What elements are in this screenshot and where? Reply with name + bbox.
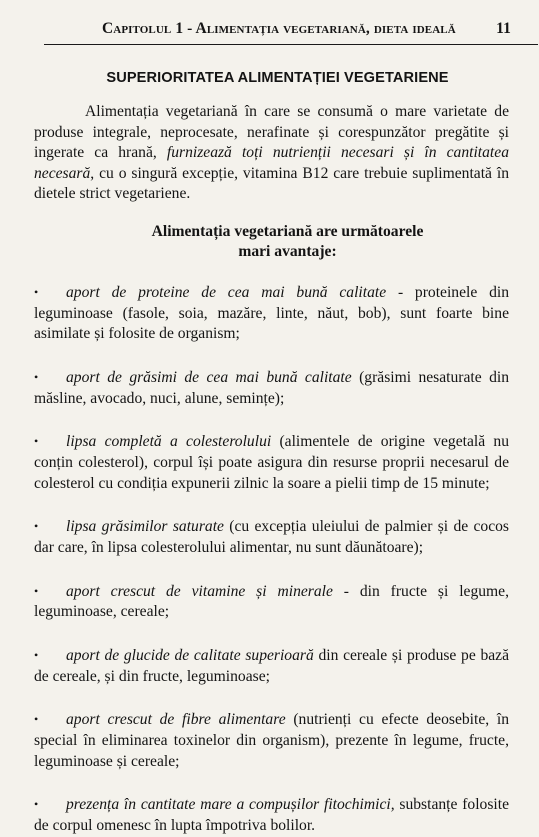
advantage-item: [34, 581, 511, 623]
advantage-lead: aport de glucide de calitate superioară: [66, 647, 314, 665]
advantage-item: [34, 709, 511, 772]
advantage-text: (alimentele de origine vegetală nu conțin colesterol), corpul își poate asigura din resurse proprii necesarul de colesterol cu condiția expunerii zilnic la soare a pielii timp de 15 minute;: [34, 433, 509, 492]
advantage-text: din cereale și produse pe bază de cereale, și din fructe, leguminoase;: [34, 647, 510, 685]
advantage-item: [34, 431, 511, 494]
header-rule: [44, 44, 538, 45]
advantage-item: [34, 794, 511, 836]
bullet-icon: •: [34, 583, 39, 598]
intro-text-start: Alimentația vegetariană în care se consumă o mare varietate de produse integrale, neprocesate, nerafinate și corespunzător pregătite și ingerate ca hrană,: [34, 103, 509, 162]
intro-paragraph: [34, 102, 511, 205]
advantage-item: [34, 282, 511, 345]
advantage-lead: aport de grăsimi de cea mai bună calitate: [66, 368, 352, 386]
advantage-item: [34, 516, 511, 558]
running-header: [30, 0, 511, 38]
advantages-heading: [64, 222, 511, 262]
advantages-heading-line-2: mari avantaje:: [238, 242, 337, 260]
advantage-item: [34, 367, 511, 409]
intro-emphasis: furnizează toți nutrienții necesari și în cantitatea necesară: [34, 144, 509, 182]
advantage-lead: aport de proteine de cea mai bună calitate: [66, 283, 387, 301]
advantage-text: (nutrienți cu efecte deosebite, în special în eliminarea toxinelor din organism), prezente în legume, fructe, leguminoase și cereale;: [34, 711, 509, 770]
advantages-list: [34, 282, 511, 837]
advantage-lead: aport crescut de vitamine și minerale: [66, 582, 333, 600]
bullet-icon: •: [34, 797, 39, 812]
bullet-icon: •: [34, 284, 39, 299]
bullet-icon: •: [34, 369, 39, 384]
page-number: 11: [496, 20, 511, 37]
bullet-icon: •: [34, 434, 39, 449]
bullet-icon: •: [34, 712, 39, 727]
advantage-item: [34, 645, 511, 687]
bullet-icon: •: [34, 648, 39, 663]
advantage-text: - proteinele din leguminoase (fasole, soia, mazăre, linte, năut, bob), sunt foarte bine asimilate și folosite de organism;: [34, 283, 509, 343]
advantage-text: - din fructe și legume, leguminoase, cereale;: [34, 582, 509, 621]
intro-text-end: , cu o singură excepție, vitamina B12 care trebuie suplimentată în dietele strict vegetariene.: [34, 164, 509, 203]
advantages-heading-line-1: Alimentația vegetariană are următoarele: [151, 222, 424, 240]
advantage-text: substanțe folosite de corpul omenesc în lupta împotriva bolilor.: [34, 796, 509, 834]
chapter-title: Capitolul 1 - Alimentația vegetariană, dieta ideală: [102, 20, 456, 37]
advantage-text: (cu excepția uleiului de palmier și de cocos dar care, în lipsa colesterolului alimentar, nu sunt dăunătoare);: [34, 518, 510, 556]
advantage-text: (grăsimi nesaturate din măsline, avocado, nuci, alune, semințe);: [34, 368, 509, 407]
advantage-lead: aport crescut de fibre alimentare: [66, 711, 286, 729]
bullet-icon: •: [34, 519, 39, 534]
advantage-lead: prezența în cantitate mare a compușilor fitochimici,: [66, 796, 395, 814]
advantage-lead: lipsa grăsimilor saturate: [66, 518, 224, 536]
section-title: SUPERIORITATEA ALIMENTAȚIEI VEGETARIENE: [106, 70, 449, 86]
advantage-lead: lipsa completă a colesterolului: [66, 433, 272, 451]
